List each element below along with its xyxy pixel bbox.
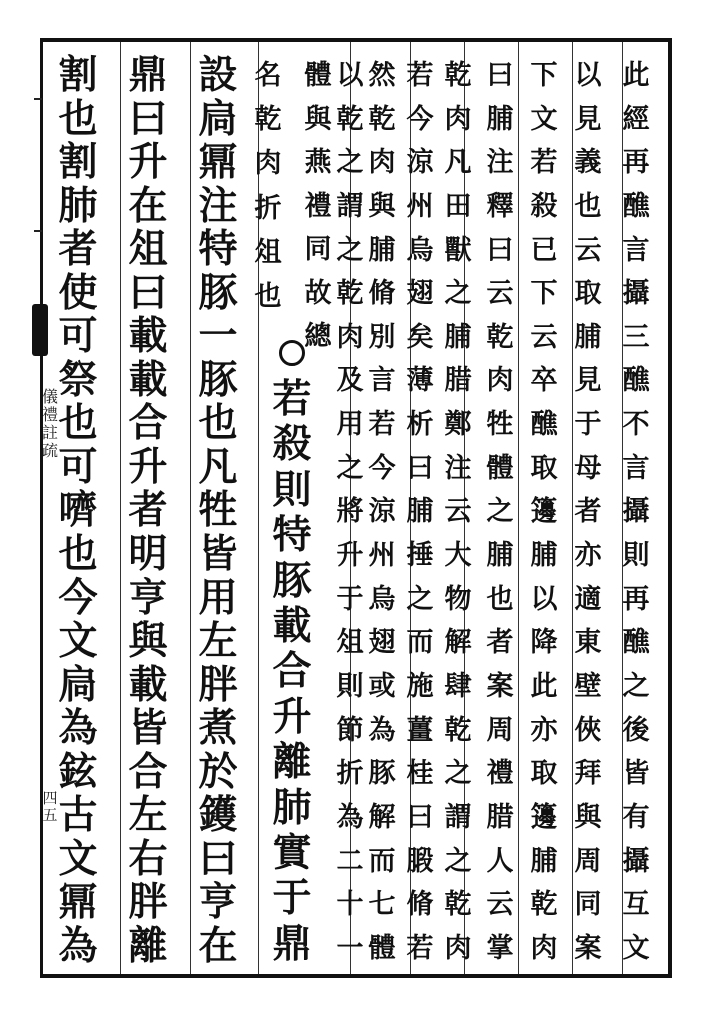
main-text-column [56,52,100,969]
glyph: 田 [444,190,472,222]
glyph: 再 [622,147,650,179]
glyph: 節 [336,714,364,746]
glyph: 離 [128,922,168,969]
glyph: 則 [272,466,312,513]
glyph: 者 [58,226,98,273]
glyph: 煮 [198,705,238,752]
glyph: 也 [58,531,98,578]
glyph: 乾 [486,321,514,353]
glyph: 禮 [304,190,332,222]
glyph: 三 [622,321,650,353]
glyph: 注 [444,452,472,484]
glyph: 文 [58,618,98,665]
glyph: 義 [574,147,602,179]
glyph: 注 [198,182,238,229]
glyph: 升 [336,540,364,572]
main-text-column [270,376,314,967]
commentary-column [303,62,333,350]
glyph: 在 [128,182,168,229]
glyph: 肉 [336,321,364,353]
glyph: 而 [368,845,396,877]
glyph: 肉 [486,365,514,397]
glyph: 腶 [406,845,434,877]
glyph: 升 [272,693,312,740]
glyph: 案 [574,932,602,964]
glyph: 曰 [406,452,434,484]
glyph: 于 [574,409,602,441]
glyph: 之 [444,278,472,310]
glyph: 見 [574,365,602,397]
glyph: 凡 [198,443,238,490]
glyph: 取 [530,452,558,484]
glyph: 物 [444,583,472,615]
glyph: 析 [406,409,434,441]
glyph: 註 [41,423,58,442]
glyph: 已 [530,234,558,266]
glyph: 今 [406,103,434,135]
frame-left-rule [40,38,43,978]
glyph: 于 [336,583,364,615]
glyph: 薄 [406,365,434,397]
glyph: 言 [622,452,650,484]
glyph: 殺 [272,421,312,468]
glyph: 脯 [486,103,514,135]
glyph: 儀 [41,387,58,406]
glyph: 脩 [406,889,434,921]
glyph: 肉 [368,147,396,179]
glyph: 殺 [530,190,558,222]
glyph: 皆 [622,758,650,790]
glyph: 腊 [444,365,472,397]
glyph: 壁 [574,670,602,702]
glyph: 升 [128,443,168,490]
glyph: 肆 [444,670,472,702]
glyph: 七 [368,889,396,921]
glyph: 二 [336,845,364,877]
glyph: 同 [304,234,332,265]
glyph: 右 [128,835,168,882]
glyph: 則 [622,540,650,572]
glyph: 見 [574,103,602,135]
glyph: 曰 [198,835,238,882]
glyph: 翅 [368,627,396,659]
glyph: 醮 [622,365,650,397]
glyph: 取 [574,278,602,310]
glyph: 肉 [254,148,282,180]
glyph: 疏 [41,441,58,460]
glyph: 之 [486,496,514,528]
glyph: 卒 [530,365,558,397]
glyph: 以 [336,60,364,91]
glyph: 也 [58,400,98,447]
glyph: 脯 [574,321,602,353]
glyph: 鼏 [198,139,238,186]
glyph: 為 [58,922,98,969]
glyph: 與 [128,618,168,665]
glyph: 脯 [530,540,558,572]
glyph: 特 [272,512,312,559]
glyph: 此 [622,60,650,91]
glyph: 今 [368,452,396,484]
glyph: 故 [304,277,332,309]
glyph: 體 [486,452,514,484]
glyph: 取 [530,758,558,790]
commentary-column [529,62,559,962]
commentary-column [253,62,283,310]
glyph: 與 [304,103,332,135]
commentary-column [405,62,435,962]
glyph: 東 [574,627,602,659]
glyph: 之 [336,234,364,266]
glyph: 攝 [622,845,650,877]
glyph: 文 [530,103,558,135]
glyph: 脯 [486,540,514,572]
commentary-column [573,62,603,962]
glyph: 也 [486,583,514,615]
glyph: 胖 [128,879,168,926]
glyph: 豚 [198,269,238,316]
glyph: 俎 [336,627,364,659]
glyph: 者 [128,487,168,534]
glyph: 合 [272,648,312,695]
glyph: 四 [42,789,58,807]
book-title [40,388,60,460]
main-text-column [196,52,240,969]
glyph: 胖 [198,661,238,708]
glyph: 乾 [444,714,472,746]
circle-mark-icon [279,340,305,366]
glyph: 言 [368,365,396,397]
glyph: 也 [198,400,238,447]
glyph: 施 [406,670,434,702]
glyph: 烏 [368,583,396,615]
glyph: 云 [530,321,558,353]
glyph: 鑊 [198,792,238,839]
glyph: 薑 [406,714,434,746]
page-margin [0,38,40,978]
glyph: 周 [486,714,514,746]
glyph: 或 [368,670,396,702]
glyph: 別 [368,321,396,353]
glyph: 燕 [304,147,332,178]
glyph: 嚌 [58,487,98,534]
glyph: 之 [444,845,472,877]
glyph: 下 [530,60,558,91]
glyph: 脯 [406,496,434,528]
glyph: 同 [574,889,602,921]
glyph: 者 [574,496,602,528]
glyph: 曰 [128,95,168,142]
glyph: 醮 [530,409,558,441]
glyph: 若 [368,409,396,441]
glyph: 為 [336,801,364,833]
glyph: 互 [622,889,650,921]
glyph: 割 [58,139,98,186]
glyph: 特 [198,226,238,273]
glyph: 案 [486,670,514,702]
glyph: 掌 [486,932,514,964]
glyph: 肉 [530,932,558,964]
glyph: 載 [128,661,168,708]
column-rule [190,42,191,974]
glyph: 拜 [574,758,602,790]
glyph: 載 [272,603,312,650]
glyph: 五 [42,806,58,824]
glyph: 俠 [574,714,602,746]
fish-tail-marker [32,304,48,356]
glyph: 以 [530,583,558,615]
glyph: 籩 [530,496,558,528]
glyph: 與 [368,190,396,222]
glyph: 乾 [530,889,558,921]
glyph: 此 [530,670,558,702]
glyph: 體 [368,932,396,964]
column-rule [120,42,121,974]
glyph: 名 [254,60,282,91]
glyph: 人 [486,845,514,877]
glyph: 俎 [128,226,168,273]
glyph: 醮 [622,190,650,222]
glyph: 俎 [254,236,282,268]
page-number [40,790,60,824]
glyph: 大 [444,540,472,572]
glyph: 今 [58,574,98,621]
glyph: 後 [622,714,650,746]
glyph: 十 [336,889,364,921]
glyph: 適 [574,583,602,615]
glyph: 脯 [444,321,472,353]
glyph: 再 [622,583,650,615]
glyph: 經 [622,103,650,135]
glyph: 凡 [444,147,472,179]
frame-right-rule [668,38,672,978]
frame-top-rule [40,38,672,42]
glyph: 鉉 [58,748,98,795]
glyph: 然 [368,60,396,91]
glyph: 州 [406,190,434,222]
glyph: 鼎 [128,52,168,98]
glyph: 一 [198,313,238,360]
glyph: 合 [128,748,168,795]
glyph: 醮 [622,627,650,659]
glyph: 乾 [368,103,396,135]
glyph: 左 [128,792,168,839]
glyph: 曰 [486,234,514,266]
glyph: 以 [574,60,602,91]
glyph: 謂 [444,801,472,833]
glyph: 設 [198,52,238,98]
glyph: 總 [304,321,332,352]
glyph: 云 [444,496,472,528]
glyph: 注 [486,147,514,179]
glyph: 亦 [530,714,558,746]
glyph: 文 [58,835,98,882]
glyph: 亨 [128,574,168,621]
glyph: 牲 [198,487,238,534]
glyph: 云 [486,278,514,310]
glyph: 亨 [198,879,238,926]
glyph: 母 [574,452,602,484]
glyph: 若 [272,376,312,422]
glyph: 獸 [444,234,472,266]
glyph: 左 [198,618,238,665]
glyph: 肺 [58,182,98,229]
glyph: 離 [272,739,312,786]
glyph: 矣 [406,321,434,353]
commentary-column [443,62,473,962]
glyph: 脯 [530,845,558,877]
glyph: 者 [486,627,514,659]
glyph: 言 [622,234,650,266]
glyph: 烏 [406,234,434,266]
glyph: 乾 [444,60,472,91]
glyph: 一 [336,932,364,964]
glyph: 之 [336,452,364,484]
glyph: 曰 [406,801,434,833]
glyph: 實 [272,830,312,877]
glyph: 扃 [58,661,98,708]
glyph: 古 [58,792,98,839]
glyph: 周 [574,845,602,877]
glyph: 豚 [198,356,238,403]
glyph: 禮 [486,758,514,790]
commentary-column [335,62,365,962]
glyph: 與 [574,801,602,833]
glyph: 載 [128,313,168,360]
glyph: 涼 [406,147,434,179]
glyph: 腊 [486,801,514,833]
commentary-column [485,62,515,962]
glyph: 若 [530,147,558,179]
glyph: 謂 [336,190,364,222]
glyph: 明 [128,531,168,578]
glyph: 捶 [406,540,434,572]
glyph: 體 [304,60,332,91]
glyph: 解 [368,801,396,833]
glyph: 翅 [406,278,434,310]
glyph: 解 [444,627,472,659]
glyph: 攝 [622,278,650,310]
glyph: 之 [444,758,472,790]
glyph: 云 [486,889,514,921]
glyph: 將 [336,496,364,528]
glyph: 合 [128,400,168,447]
glyph: 皆 [128,705,168,752]
commentary-column [367,62,397,962]
glyph: 可 [58,443,98,490]
glyph: 皆 [198,531,238,578]
glyph: 鄭 [444,409,472,441]
glyph: 于 [272,875,312,922]
glyph: 鼏 [58,879,98,926]
commentary-column [621,62,651,962]
glyph: 而 [406,627,434,659]
glyph: 也 [58,95,98,142]
glyph: 脩 [368,278,396,310]
glyph: 載 [128,356,168,403]
glyph: 也 [574,190,602,222]
glyph: 扃 [198,95,238,142]
glyph: 則 [336,670,364,702]
glyph: 可 [58,313,98,360]
glyph: 下 [530,278,558,310]
glyph: 釋 [486,190,514,222]
glyph: 及 [336,365,364,397]
glyph: 折 [336,758,364,790]
glyph: 為 [368,714,396,746]
glyph: 州 [368,540,396,572]
glyph: 曰 [128,269,168,316]
glyph: 在 [198,922,238,969]
glyph: 禮 [41,405,58,424]
glyph: 祭 [58,356,98,403]
glyph: 之 [406,583,434,615]
glyph: 用 [198,574,238,621]
glyph: 文 [622,932,650,964]
glyph: 肺 [272,784,312,831]
glyph: 不 [622,409,650,441]
column-rule [518,42,519,974]
glyph: 亦 [574,540,602,572]
glyph: 云 [574,234,602,266]
margin-tick [34,98,42,100]
glyph: 割 [58,52,98,98]
glyph: 若 [406,932,434,964]
glyph: 籩 [530,801,558,833]
glyph: 用 [336,409,364,441]
glyph: 鼎 [272,920,312,967]
main-text-column [126,52,170,969]
glyph: 豚 [368,758,396,790]
glyph: 乾 [254,104,282,136]
glyph: 肉 [444,103,472,135]
glyph: 於 [198,748,238,795]
glyph: 涼 [368,496,396,528]
glyph: 也 [254,280,282,312]
glyph: 升 [128,139,168,186]
glyph: 肉 [444,932,472,964]
glyph: 乾 [444,889,472,921]
glyph: 豚 [272,557,312,604]
margin-tick [34,230,42,232]
glyph: 曰 [486,60,514,91]
glyph: 使 [58,269,98,316]
glyph: 之 [336,147,364,179]
glyph: 折 [254,192,282,224]
glyph: 有 [622,801,650,833]
glyph: 攝 [622,496,650,528]
glyph: 桂 [406,758,434,790]
glyph: 牲 [486,409,514,441]
glyph: 乾 [336,103,364,135]
glyph: 若 [406,60,434,91]
frame-bottom-rule [40,974,672,978]
glyph: 降 [530,627,558,659]
glyph: 乾 [336,278,364,310]
glyph: 脯 [368,234,396,266]
glyph: 為 [58,705,98,752]
glyph: 之 [622,670,650,702]
